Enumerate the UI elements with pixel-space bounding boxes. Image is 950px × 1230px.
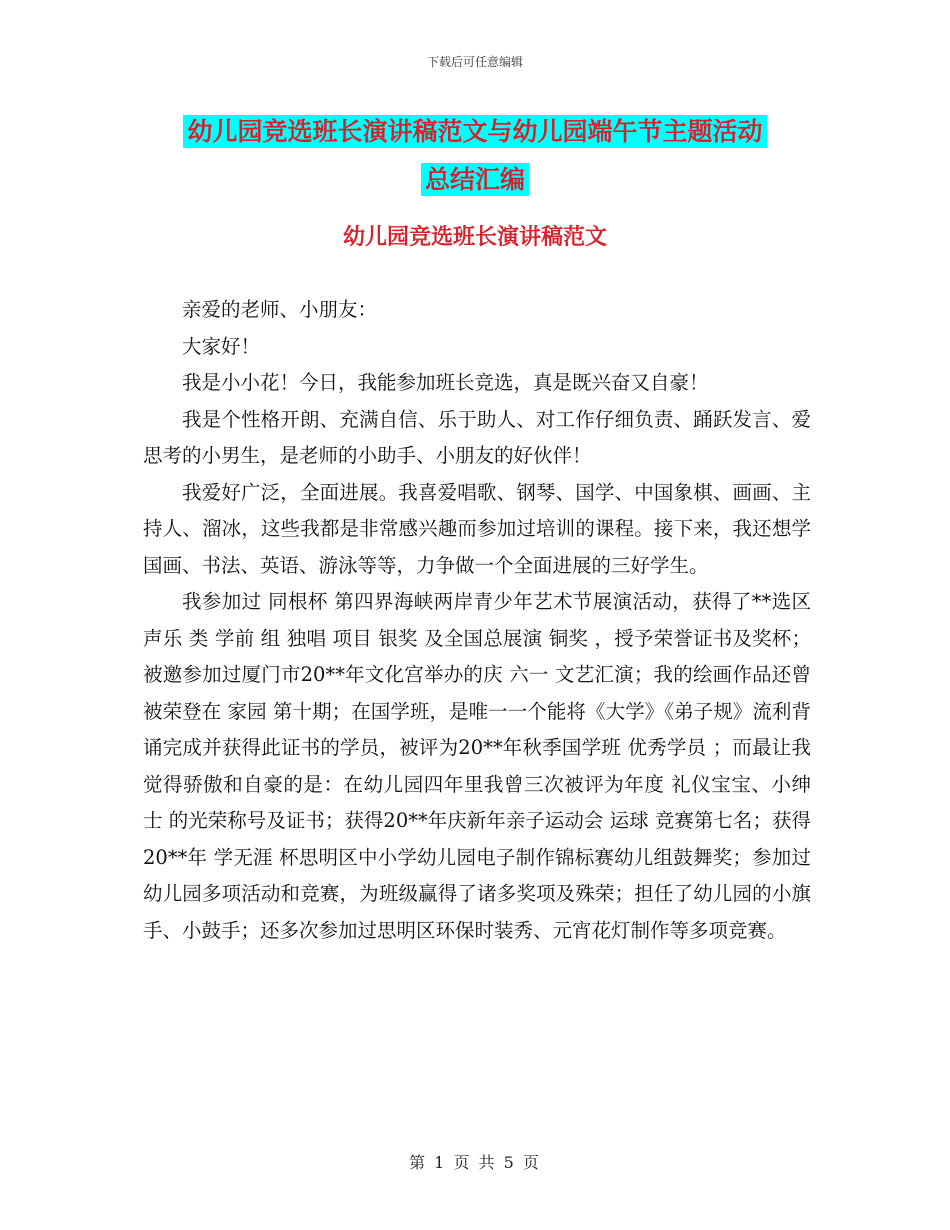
paragraph-personality: 我是个性格开朗、充满自信、乐于助人、对工作仔细负责、踊跃发言、爱思考的小男生，是老师的小助手、小朋友的好伙伴！ — [143, 407, 811, 467]
paragraph-hello: 大家好！ — [182, 334, 261, 358]
paragraph-achievements: 我参加过 同根杯 第四界海峡两岸青少年艺术节展演活动，获得了**选区 声乐 类 学前 组 独唱 项目 银奖 及全国总展演 铜奖 ，授予荣誉证书及奖杯；被邀参加过厦门市20**年文化宫举办的庆 六一 文艺汇演；我的绘画作品还曾被荣登在 家园 第十期；在国学班，是唯一一个能将《大学》《弟子规》流利背诵完成并获得此证书的学员，被评为20**年秋季国学班 优秀学员 ；而最让我觉得骄傲和自豪的是：在幼儿园四年里我曾三次被评为年度 礼仪宝宝、小绅士 的光荣称号及证书；获得20**年庆新年亲子运动会 运球 竞赛第七名；获得20**年 学无涯 杯思明区中小学幼儿园电子制作锦标赛幼儿组鼓舞奖；参加过幼儿园多项活动和竞赛，为班级赢得了诸多奖项及殊荣；担任了幼儿园的小旗手、小鼓手；还多次参加过思明区环保时装秀、元宵花灯制作等多项竞赛。 — [143, 590, 811, 942]
title-line-2: 总结汇编 — [421, 163, 529, 196]
page-footer: 第 1 页 共 5 页 — [409, 1153, 541, 1172]
paragraph-greeting: 亲爱的老师、小朋友： — [182, 298, 378, 321]
paragraph-intro: 我是小小花！今日，我能参加班长竞选，真是既兴奋又自豪！ — [182, 371, 709, 394]
title-line-1: 幼儿园竞选班长演讲稿范文与幼儿园端午节主题活动 — [183, 115, 766, 148]
document-title — [140, 108, 810, 204]
section-title: 幼儿园竞选班长演讲稿范文 — [342, 225, 607, 250]
document-body — [143, 292, 811, 949]
paragraph-hobbies: 我爱好广泛，全面进展。我喜爱唱歌、钢琴、国学、中国象棋、画画、主持人、溜冰，这些我都是非常感兴趣而参加过培训的课程。接下来，我还想学国画、书法、英语、游泳等等，力争做一个全面进展的三好学生。 — [143, 480, 811, 577]
page-header: 下载后可任意编辑 — [426, 55, 523, 69]
